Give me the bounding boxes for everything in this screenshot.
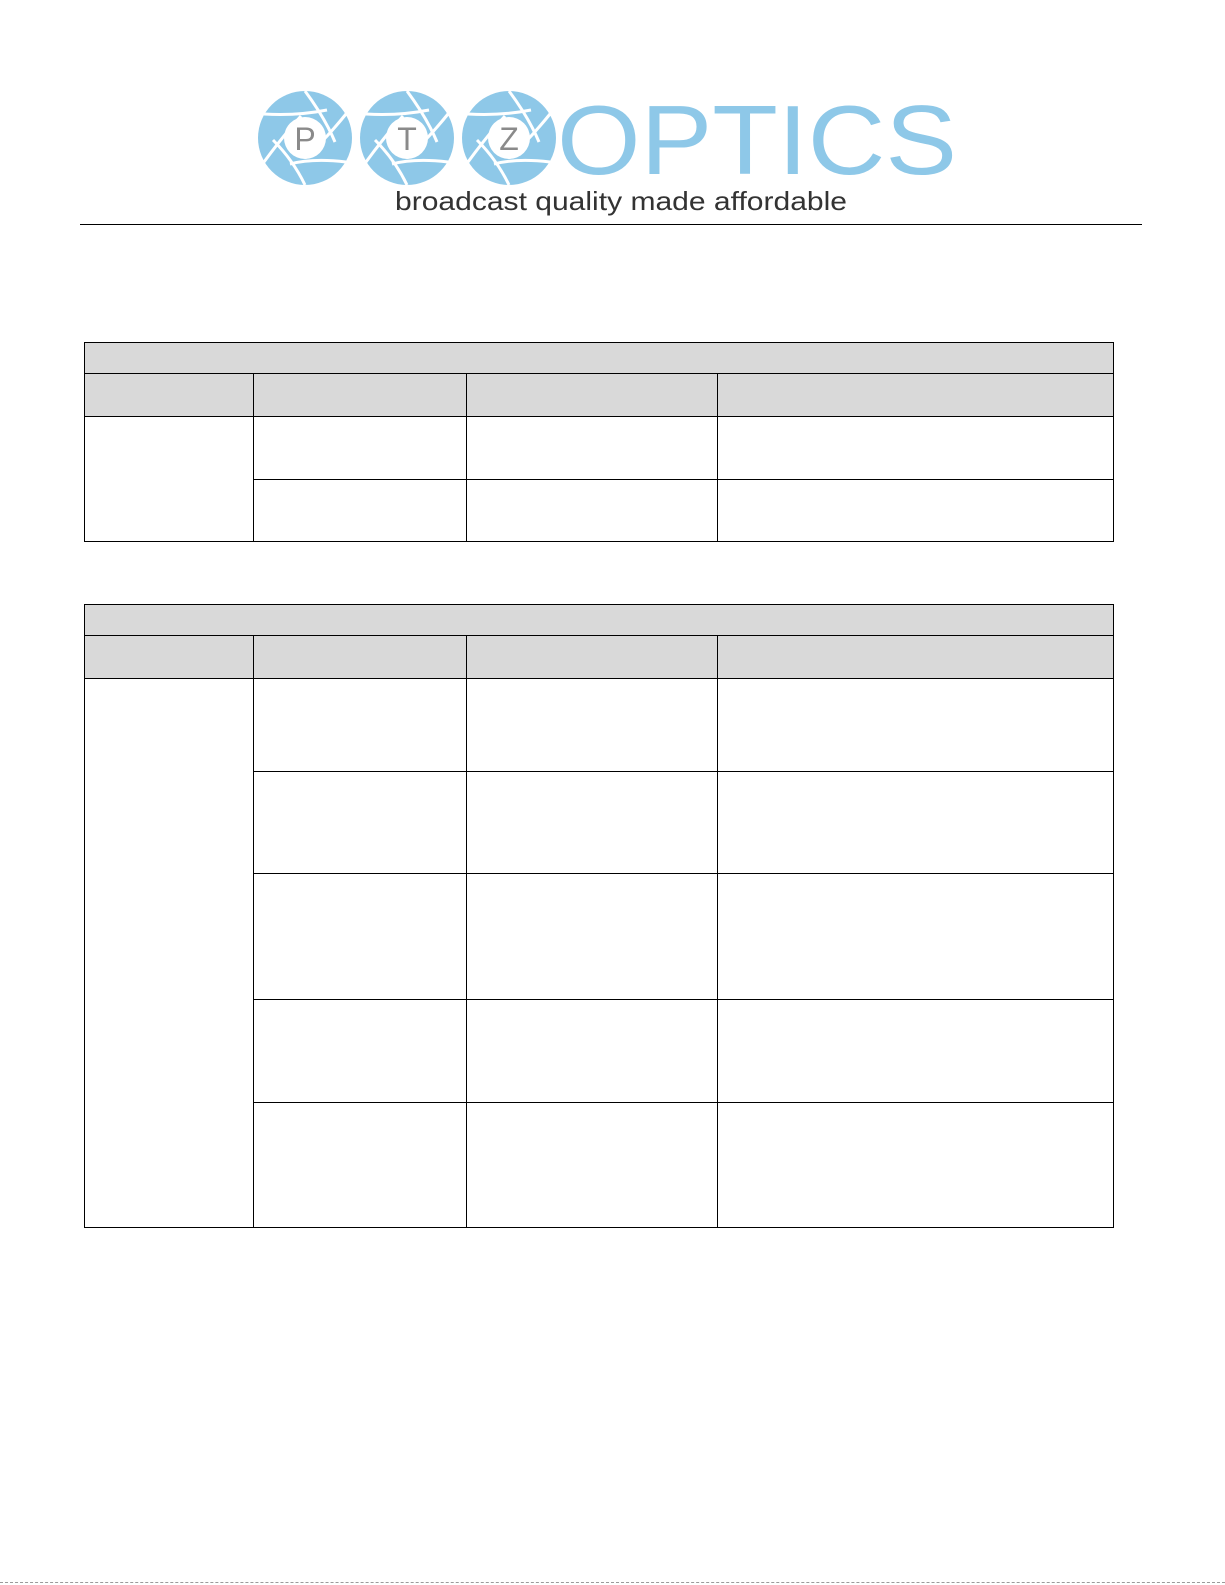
- group-label-cell: [85, 417, 254, 542]
- table-cell: [467, 1000, 718, 1103]
- table-cell: [467, 874, 718, 1000]
- table-cell: [254, 772, 467, 874]
- column-header: [718, 636, 1114, 679]
- table-title-row: [85, 343, 1114, 374]
- header-rule: [80, 224, 1142, 225]
- table-cell: [254, 874, 467, 1000]
- table-cell: [718, 480, 1114, 542]
- column-header: [718, 374, 1114, 417]
- group-label-cell: [85, 679, 254, 1228]
- spec-table-2: [84, 604, 1114, 1228]
- logo-letter-z: Z: [499, 121, 519, 157]
- table-row: [85, 679, 1114, 772]
- table-cell: [467, 772, 718, 874]
- table-cell: [718, 772, 1114, 874]
- table-cell: [467, 480, 718, 542]
- table-cell: [467, 1103, 718, 1228]
- table-cell: [718, 1103, 1114, 1228]
- table-cell: [254, 480, 467, 542]
- table-cell: [467, 679, 718, 772]
- column-header: [467, 636, 718, 679]
- table-row: [85, 417, 1114, 480]
- column-header: [85, 636, 254, 679]
- ptzoptics-logo: [247, 86, 967, 224]
- table-title-row: [85, 605, 1114, 636]
- column-header: [254, 636, 467, 679]
- table-header-row: [85, 636, 1114, 679]
- table-cell: [718, 1000, 1114, 1103]
- footer-rule: [0, 1582, 1225, 1583]
- column-header: [254, 374, 467, 417]
- logo-letter-t: T: [397, 121, 417, 157]
- table-cell: [718, 874, 1114, 1000]
- table-cell: [254, 1103, 467, 1228]
- table-cell: [718, 679, 1114, 772]
- table-cell: [254, 417, 467, 480]
- table-header-row: [85, 374, 1114, 417]
- logo-letter-p: P: [294, 121, 316, 157]
- table-title: [85, 605, 1114, 636]
- logo-tagline: broadcast quality made affordable: [395, 186, 847, 216]
- table-cell: [467, 417, 718, 480]
- table-cell: [718, 417, 1114, 480]
- table-title: [85, 343, 1114, 374]
- spec-table-1: [84, 342, 1114, 542]
- table-cell: [254, 1000, 467, 1103]
- logo-brand-text: OPTICS: [557, 86, 957, 195]
- table-cell: [254, 679, 467, 772]
- column-header: [85, 374, 254, 417]
- column-header: [467, 374, 718, 417]
